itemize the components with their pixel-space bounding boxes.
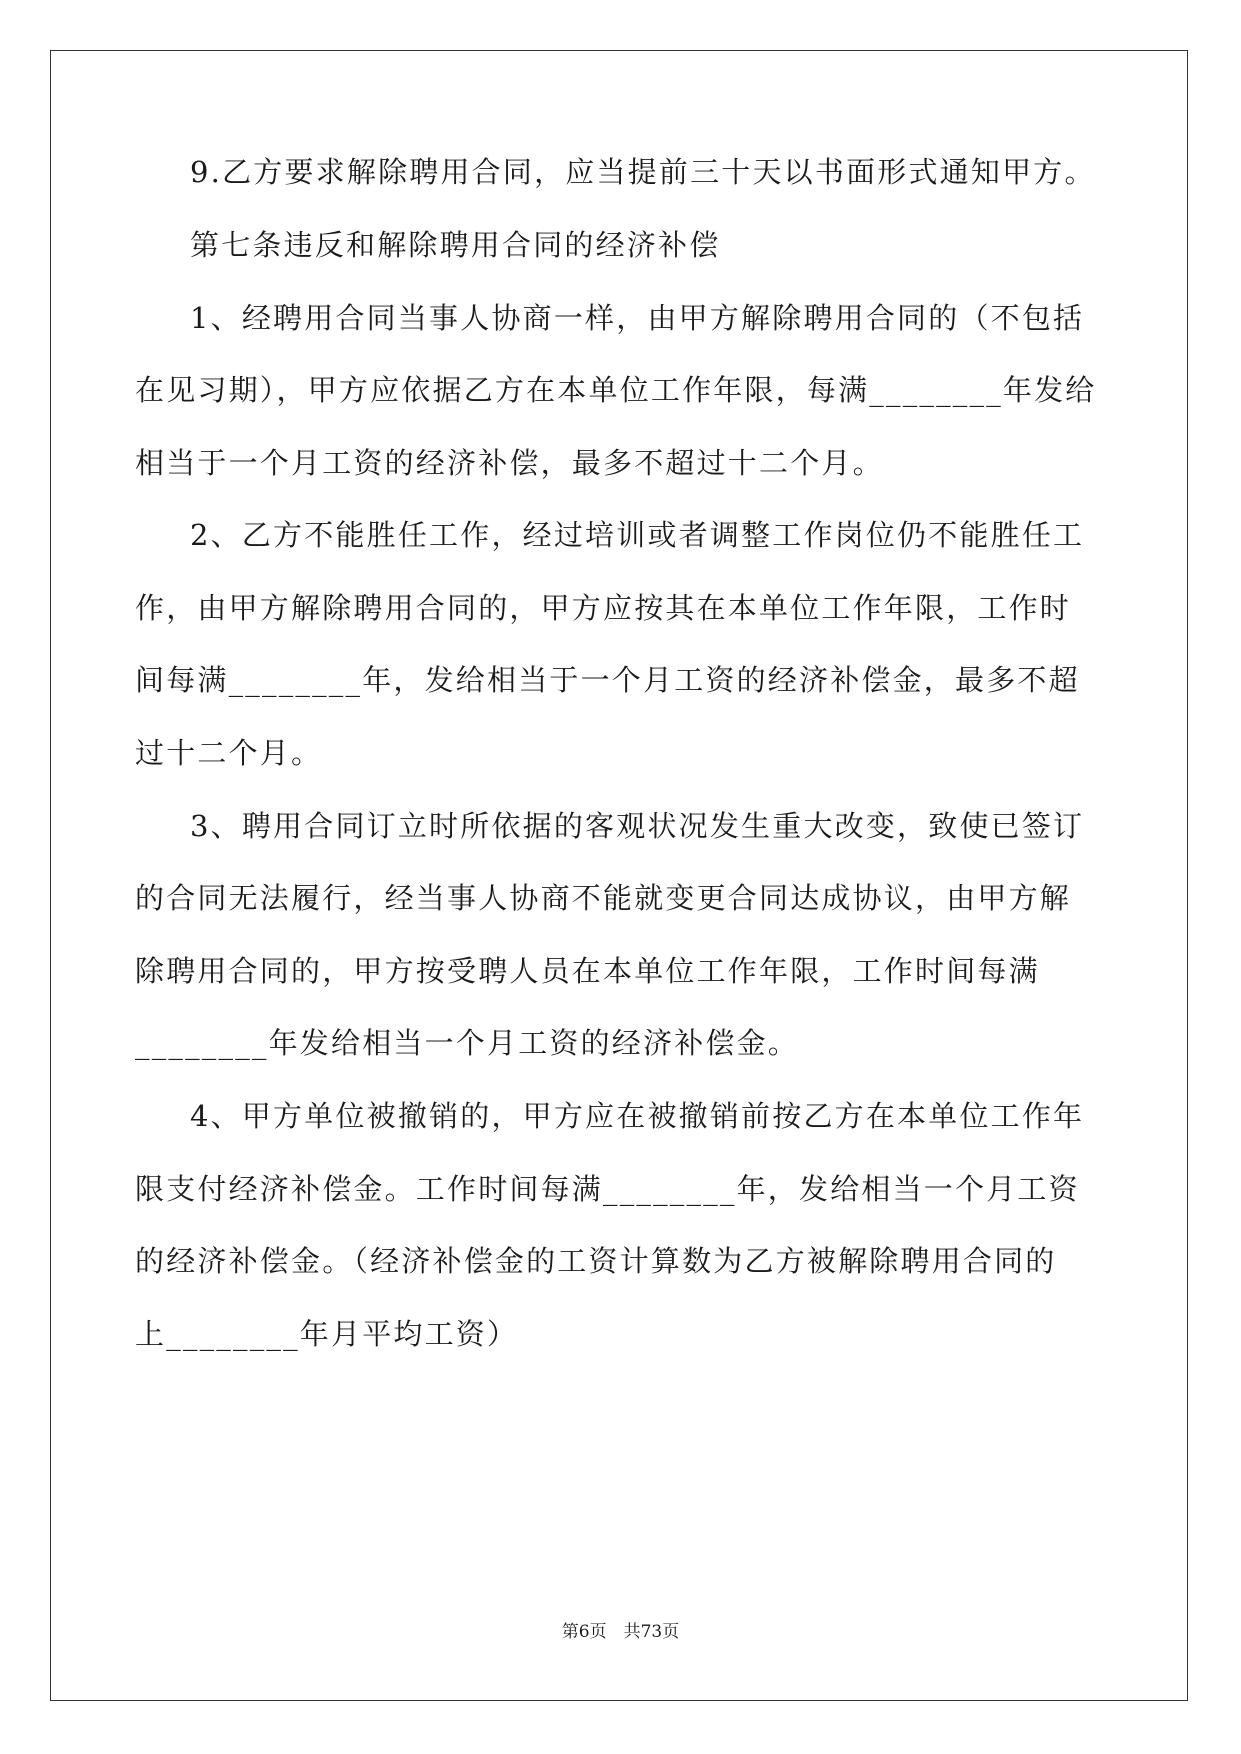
text-line: 1、经聘用合同当事人协商一样，由甲方解除聘用合同的（不包括: [190, 301, 1085, 335]
text-line: 9.乙方要求解除聘用合同，应当提前三十天以书面形式通知甲方。: [190, 155, 1096, 189]
text-line: 3、聘用合同订立时所依据的客观状况发生重大改变，致使已签订: [190, 809, 1085, 843]
text-line: 相当于一个月工资的经济补偿，最多不超过十二个月。: [135, 446, 884, 480]
text-line: 除聘用合同的，甲方按受聘人员在本单位工作年限，工作时间每满: [135, 954, 1040, 988]
text-line: 上________年月平均工资）: [135, 1317, 519, 1351]
text-line: 4、甲方单位被撤销的，甲方应在被撤销前按乙方在本单位工作年: [190, 1099, 1085, 1133]
article-heading: 第七条违反和解除聘用合同的经济补偿: [190, 228, 721, 262]
text-line: 在见习期），甲方应依据乙方在本单位工作年限，每满________年发给: [135, 373, 1097, 407]
text-line: ________年发给相当一个月工资的经济补偿金。: [135, 1026, 800, 1060]
text-line: 的经济补偿金。（经济补偿金的工资计算数为乙方被解除聘用合同的: [135, 1244, 1057, 1278]
text-line: 2、乙方不能胜任工作，经过培训或者调整工作岗位仍不能胜任工: [190, 518, 1085, 552]
text-line: 间每满________年，发给相当于一个月工资的经济补偿金，最多不超: [135, 663, 1080, 697]
text-line: 过十二个月。: [135, 736, 323, 770]
text-line: 的合同无法履行，经当事人协商不能就变更合同达成协议，由甲方解: [135, 881, 1072, 915]
text-line: 限支付经济补偿金。工作时间每满________年，发给相当一个月工资: [135, 1172, 1080, 1206]
page-footer: 第6页 共73页: [561, 1622, 680, 1642]
text-line: 作，由甲方解除聘用合同的，甲方应按其在本单位工作年限，工作时: [135, 591, 1072, 625]
